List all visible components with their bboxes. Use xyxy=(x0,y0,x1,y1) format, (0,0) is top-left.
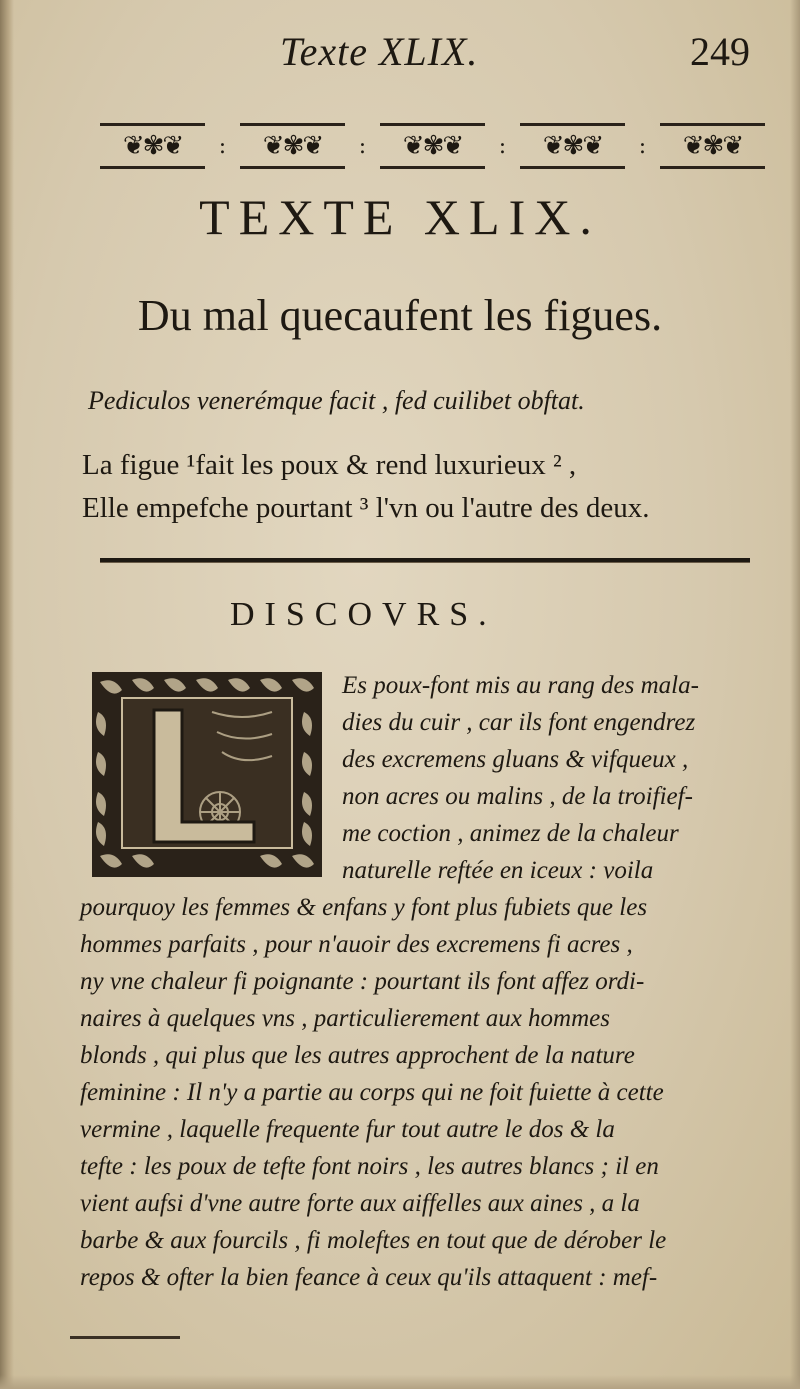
body-line: ny vne chaleur fi poignante : pourtant ils font affez ordi- xyxy=(80,968,645,995)
chapter-title: TEXTE XLIX. xyxy=(199,189,601,245)
body-line: blonds , qui plus que les autres approchent de la nature xyxy=(80,1042,635,1069)
body-line: naturelle reftée en iceux : voila xyxy=(342,857,654,884)
horizontal-rule xyxy=(100,558,750,563)
body-line: naires à quelques vns , particulierement aux hommes xyxy=(80,1005,610,1032)
page-number: 249 xyxy=(690,29,750,74)
ornament-dot-icon: : xyxy=(638,133,647,159)
ornament-dot-icon: : xyxy=(358,133,367,159)
fleuron-ornament-icon: ❦✾❦ xyxy=(520,123,625,169)
fleuron-ornament-icon: ❦✾❦ xyxy=(240,123,345,169)
body-line: Es poux-font mis au rang des mala- xyxy=(342,672,699,699)
fleuron-ornament-icon: ❦✾❦ xyxy=(660,123,765,169)
body-line: non acres ou malins , de la troifief- xyxy=(342,783,693,810)
body-line: vermine , laquelle frequente fur tout autre le dos & la xyxy=(80,1116,615,1143)
body-line: des excremens gluans & vifqueux , xyxy=(342,746,689,773)
body-line: dies du cuir , car ils font engendrez xyxy=(342,709,696,736)
chapter-subtitle: Du mal quecaufent les figues. xyxy=(137,291,663,340)
footer-mark xyxy=(70,1336,180,1339)
body-line: feminine : Il n'y a partie au corps qui ne foit fuiette à cette xyxy=(80,1079,664,1106)
body-line: vient aufsi d'vne autre forte aux aiffelles aux aines , a la xyxy=(80,1190,640,1217)
body-line: tefte : les poux de tefte font noirs , les autres blancs ; il en xyxy=(80,1153,659,1180)
latin-motto: Pediculos venerémque facit , fed cuilibet obftat. xyxy=(88,386,585,415)
body-line: pourquoy les femmes & enfans y font plus fubiets que les xyxy=(80,894,648,921)
ornament-dot-icon: : xyxy=(498,133,507,159)
body-line: hommes parfaits , pour n'auoir des excremens fi acres , xyxy=(80,931,633,958)
ornament-headpiece xyxy=(100,122,765,170)
running-head: Texte XLIX. xyxy=(280,29,479,74)
body-line: repos & ofter la bien feance à ceux qu'ils attaquent : mef- xyxy=(80,1264,658,1291)
section-heading: DISCOVRS. xyxy=(230,596,497,633)
verse-line: La figue ¹fait les poux & rend luxurieux ² , xyxy=(82,449,577,481)
fleuron-ornament-icon: ❦✾❦ xyxy=(100,123,205,169)
decorated-initial-icon xyxy=(92,672,322,877)
page-edge-bottom xyxy=(0,1375,800,1389)
verse-line: Elle empefche pourtant ³ l'vn ou l'autre des deux. xyxy=(82,492,650,524)
body-line: barbe & aux fourcils , fi moleftes en tout que de dérober le xyxy=(80,1227,667,1254)
body-line: me coction , animez de la chaleur xyxy=(342,820,679,847)
fleuron-ornament-icon: ❦✾❦ xyxy=(380,123,485,169)
ornament-dot-icon: : xyxy=(218,133,227,159)
